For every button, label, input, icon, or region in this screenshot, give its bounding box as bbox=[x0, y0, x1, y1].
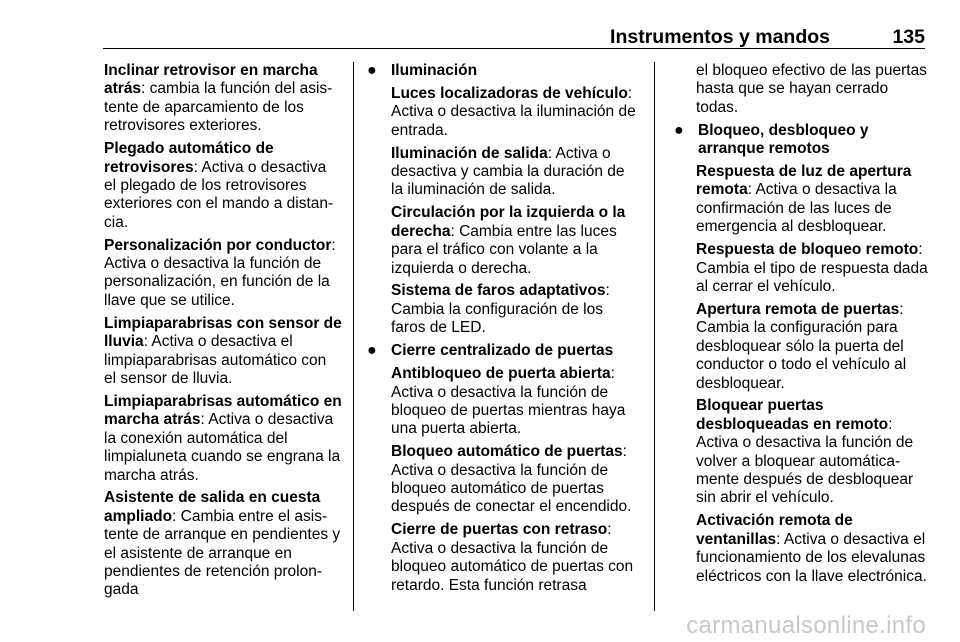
setting-entry bbox=[104, 393, 342, 485]
setting-entry bbox=[104, 315, 342, 389]
setting-entry bbox=[696, 163, 928, 237]
setting-term: Apertura remota de puertas bbox=[696, 300, 900, 318]
setting-description: : Cambia el tipo de respuesta dada al cerrar el vehículo. bbox=[696, 241, 928, 295]
setting-description: : Activa o desactiva y cambia la duración de la iluminación de salida. bbox=[391, 144, 625, 199]
bullet-section bbox=[365, 342, 636, 360]
bullet-icon: ● bbox=[367, 62, 377, 79]
section-title: Iluminación bbox=[391, 62, 478, 79]
setting-description: : cambia la función del asistente de aparcamiento de los retrovisores exteriores. bbox=[104, 80, 333, 135]
setting-description: : Activa o desactiva la función de bloqueo de puertas mientras haya una puerta abierta. bbox=[391, 365, 626, 438]
setting-description: : Activa o desactiva el limpiaparabrisas automático con el sensor de lluvia. bbox=[104, 333, 327, 387]
column-divider bbox=[654, 62, 655, 611]
section-title: Cierre centralizado de puertas bbox=[391, 342, 614, 360]
setting-description: : Activa o desactiva la función de bloqueo automático de puertas después de conectar el encendido. bbox=[391, 443, 632, 516]
setting-entry bbox=[696, 301, 928, 393]
setting-description: : Activa o desactiva el funcionamiento de los elevalunas eléctricos con la llave electrónica. bbox=[696, 530, 927, 585]
setting-term: Limpiaparabrisas automático en marcha atrás bbox=[104, 392, 342, 429]
setting-description: : Activa o desactiva la función de bloqueo automático de puertas con retardo. Esta función retrasa bbox=[391, 521, 634, 594]
bullet-icon: ● bbox=[674, 121, 684, 139]
setting-term: Luces localizadoras de vehículo bbox=[391, 84, 628, 102]
bullet-section bbox=[365, 62, 636, 80]
setting-term: Personalización por conductor bbox=[104, 236, 332, 254]
setting-term: Antibloqueo de puerta abierta bbox=[391, 365, 611, 383]
setting-entry bbox=[391, 365, 636, 439]
setting-term: Plegado automático de retrovisores bbox=[104, 140, 274, 176]
column-divider bbox=[353, 62, 354, 611]
setting-entry bbox=[104, 140, 342, 232]
setting-term: Sistema de faros adaptativos bbox=[391, 282, 606, 300]
setting-term: Limpiaparabrisas con sensor de lluvia bbox=[104, 314, 342, 351]
setting-entry bbox=[696, 512, 928, 586]
setting-entry bbox=[391, 282, 636, 337]
setting-term: Iluminación de salida bbox=[391, 144, 548, 162]
setting-description: : Activa o desactiva el plegado de los retrovisores exteriores con el mando a distancia. bbox=[104, 158, 334, 231]
page-number: 135 bbox=[892, 26, 925, 48]
setting-entry bbox=[391, 145, 636, 200]
setting-term: Activación remota de ventanillas bbox=[696, 512, 853, 548]
setting-description: : Activa o desactiva la función de volver a bloquear automáticamente después de desbloquear sin abrir el vehículo. bbox=[696, 415, 914, 507]
continued-text: el bloqueo efectivo de las puertas hasta que se hayan cerrado todas. bbox=[696, 62, 927, 116]
column-right bbox=[672, 62, 928, 590]
setting-entry bbox=[391, 521, 636, 595]
setting-term: Respuesta de bloqueo remoto bbox=[696, 241, 919, 259]
setting-entry bbox=[696, 397, 928, 507]
page-title: Instrumentos y mandos bbox=[610, 26, 830, 48]
setting-term: Cierre de puertas con retraso bbox=[391, 521, 608, 539]
setting-description: : Cambia la configuración de los faros de LED. bbox=[391, 282, 610, 337]
setting-entry bbox=[104, 489, 342, 599]
setting-entry bbox=[391, 204, 636, 278]
setting-description: : Activa o desactiva la iluminación de entrada. bbox=[391, 84, 636, 139]
setting-description: : Activa o desactiva la función de personalización, en función de la llave que se utilice. bbox=[104, 236, 336, 309]
setting-entry bbox=[391, 443, 636, 517]
column-left bbox=[104, 62, 342, 604]
setting-entry bbox=[391, 85, 636, 140]
setting-entry bbox=[696, 241, 928, 296]
setting-description: : Cambia la configuración para desbloquear sólo la puerta del conductor o todo el vehículo al desbloquear. bbox=[696, 300, 907, 392]
setting-term: Inclinar retrovisor en marcha atrás bbox=[104, 62, 318, 98]
setting-description: : Activa o desactiva la conexión automática del limpialuneta cuando se engrana la marcha atrás. bbox=[104, 411, 341, 484]
setting-term: Circulación por la izquierda o la derecha bbox=[391, 204, 626, 240]
setting-description: : Cambia entre las luces para el tráfico con volante a la izquierda o derecha. bbox=[391, 222, 617, 277]
setting-entry bbox=[104, 237, 342, 311]
setting-entry bbox=[104, 62, 342, 136]
page-header bbox=[103, 26, 925, 49]
setting-term: Bloquear puertas desbloqueadas en remoto bbox=[696, 397, 889, 433]
setting-term: Respuesta de luz de apertura remota bbox=[696, 163, 912, 199]
setting-term: Bloqueo automático de puertas bbox=[391, 443, 623, 461]
setting-description: : Activa o desactiva la confirmación de las luces de emergencia al desbloquear. bbox=[696, 181, 897, 236]
bullet-icon: ● bbox=[367, 342, 377, 360]
bullet-section bbox=[672, 122, 928, 159]
watermark: carmanualsonline.info bbox=[686, 612, 926, 639]
section-title: Bloqueo, desbloqueo y arranque remotos bbox=[698, 121, 869, 158]
setting-term: Asistente de salida en cuesta ampliado bbox=[104, 489, 321, 525]
column-middle bbox=[365, 62, 636, 599]
setting-description: : Cambia entre el asistente de arranque en pendientes y el asistente de arranque en pendientes de retención prolongada bbox=[104, 507, 341, 599]
